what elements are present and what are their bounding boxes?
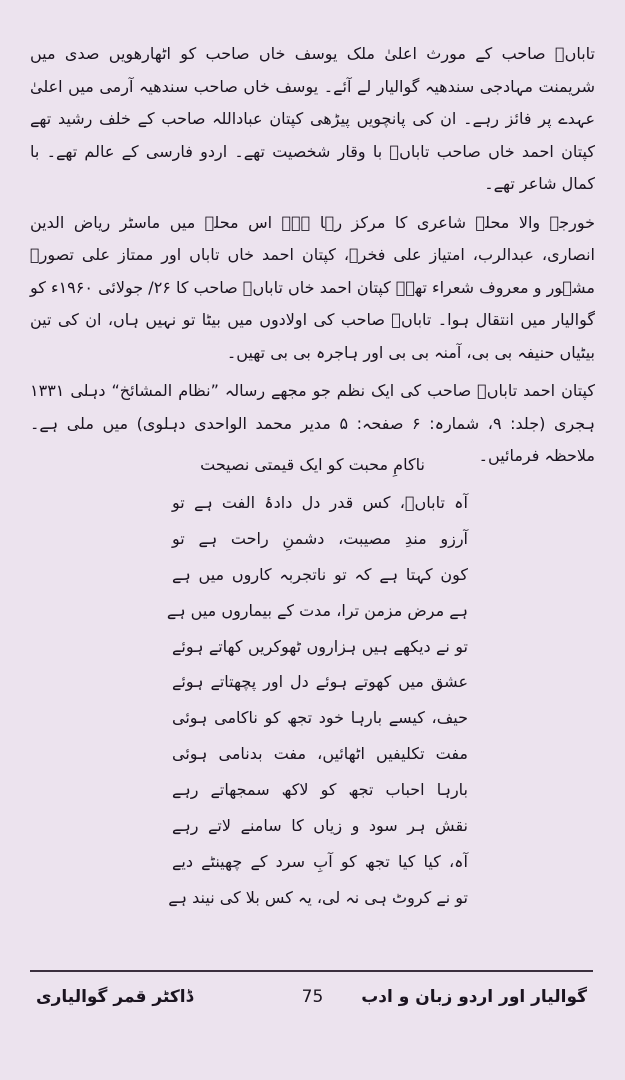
paragraph-2: خورجہ والا محلہ شاعری کا مرکز رہا ہے۔ اس محلے میں ماسٹر ریاض الدین انصاری، عبدالرب، امتیاز علی فخرؔ، کپتان احمد خاں تاباں اور ممتاز علی تصورؔ مشہور و معروف شعراء تھے۔ کپتان احمد خاں تاباںؔ صاحب کا ۲۶/ جولائی ۱۹۶۰ء کو گوالیار میں انتقال ہوا۔ تاباںؔ صاحب کی اولادوں میں بیٹا تو نہیں ہاں، ان کی تین بیٹیاں حنیفہ بی بی، آمنہ بی بی اور ہاجرہ بی بی تھیں۔ xyxy=(30,212,596,362)
body-text xyxy=(30,38,595,473)
poem-verse: آرزو مندِ مصیبت، دشمنِ راحت ہے تو xyxy=(172,528,468,548)
page-number: 75 xyxy=(301,987,324,1007)
poem xyxy=(166,488,468,919)
poem-verse: حیف، کیسے بارہا خود تجھ کو ناکامی ہوئی xyxy=(172,708,468,728)
poem-verse: عشق میں کھوتے ہوئے دل اور پچھتاتے ہوئے xyxy=(172,672,468,692)
poem-verse: کون کہتا ہے کہ تو ناتجربہ کاروں میں ہے xyxy=(172,564,468,584)
poem-verse: بارہا احباب تجھ کو لاکھ سمجھاتے رہے xyxy=(172,780,468,800)
poem-verse: تو نے کروٹ ہی نہ لی، یہ کس بلا کی نیند ہے xyxy=(168,887,468,907)
poem-verse: آہ، کیا کیا تجھ کو آبِ سرد کے چھینٹے دیے xyxy=(172,851,468,871)
poem-verse: ہے مرض مزمن ترا، مدت کے بیماروں میں ہے xyxy=(166,600,468,620)
poem-verse: آہ تاباںؔ، کس قدر دل دادۂ الفت ہے تو xyxy=(172,493,468,512)
footer-divider xyxy=(30,970,593,972)
poem-verse: نقش ہر سود و زیاں کا سامنے لاتے رہے xyxy=(172,816,468,836)
running-title: گوالیار اور اردو زبان و ادب xyxy=(361,987,587,1007)
poem-verse: مفت تکلیفیں اٹھائیں، مفت بدنامی ہوئی xyxy=(172,744,468,764)
author-name: ڈاکٹر قمر گوالیاری xyxy=(36,987,194,1007)
paragraph-3: کپتان احمد تاباںؔ صاحب کی ایک نظم جو مجھے رسالہ ”نظام المشائخ“ دہلی ۱۳۳۱ ہجری (جلد: ۹، شمارہ: ۶ صفحہ: ۵ مدیر محمد الواحدی دہلوی) میں ملی ہے۔ ملاحظہ فرمائیں۔ xyxy=(30,381,596,465)
poem-title: ناکامِ محبت کو ایک قیمتی نصیحت xyxy=(200,455,425,474)
paragraph-1: تاباںؔ صاحب کے مورث اعلیٰ ملک یوسف خاں صاحب کو اٹھارھویں صدی میں شریمنت مہادجی سندھیہ گوالیار لے آئے۔ یوسف خاں صاحب سندھیہ آرمی میں اعلیٰ عہدے پر فائز رہے۔ ان کی پانچویں پیڑھی کپتان عباداللہ صاحب کے خلف رشید تھے کپتان احمد خاں صاحب تاباںؔ با وقار شخصیت تھے۔ اردو فارسی کے عالم تھے۔ با کمال شاعر تھے۔ xyxy=(30,44,595,193)
poem-verse: تو نے دیکھے ہیں ہزاروں ٹھوکریں کھاتے ہوئے xyxy=(172,636,468,656)
